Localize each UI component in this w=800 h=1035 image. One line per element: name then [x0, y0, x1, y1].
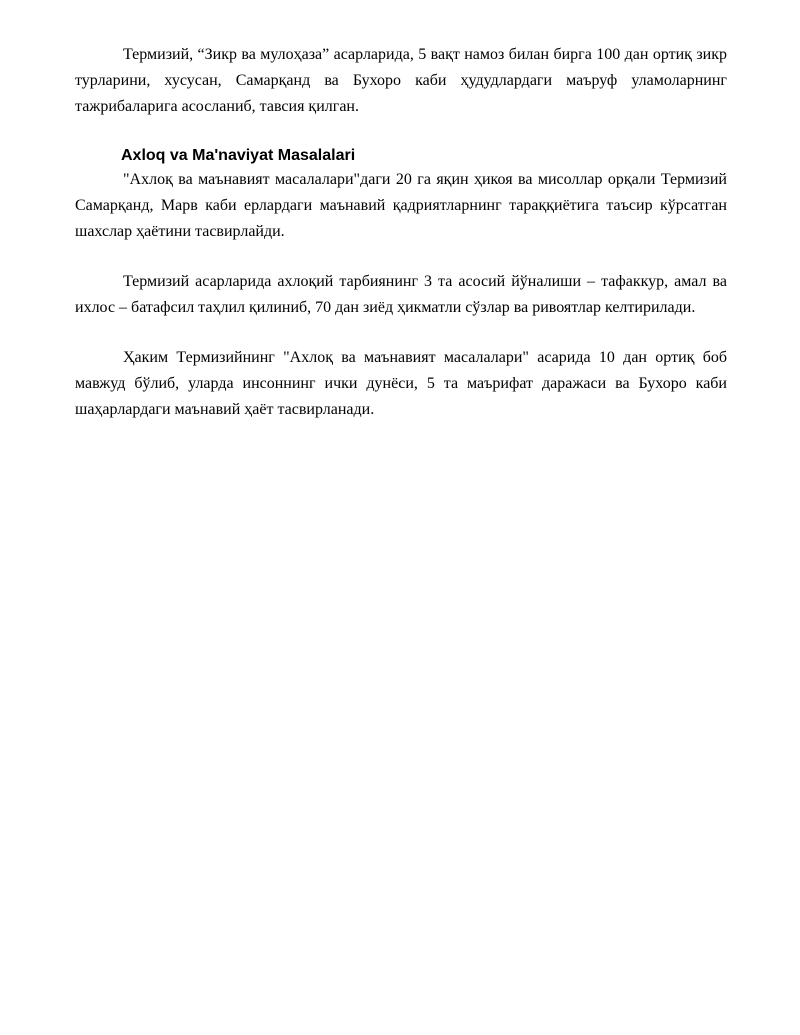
- section-heading: Axloq va Ma'naviyat Masalalari: [121, 147, 356, 164]
- paragraph-zikr: Термизий, “Зикр ва мулоҳаза” асарларида, 5 вақт намоз билан бирга 100 дан ортиқ зикр турларини, хусусан, Самарқанд ва Бухоро каби ҳудудлардаги маъруф уламоларнинг тажрибаларига асосланиб, тавсия қилган.: [75, 46, 727, 115]
- document-page: [75, 42, 727, 423]
- paragraph-spacer: [75, 120, 727, 145]
- paragraph-spacer: [75, 321, 727, 345]
- paragraph-moral-education: Термизий асарларида ахлоқий тарбиянинг 3 та асосий йўналиши – тафаккур, амал ва ихлос – батафсил таҳлил қилиниб, 70 дан зиёд ҳикматли сўзлар ва ривоятлар келтирилади.: [75, 273, 727, 316]
- paragraph-spacer: [75, 245, 727, 269]
- paragraph-stories: "Ахлоқ ва маънавият масалалари"даги 20 га яқин ҳикоя ва мисоллар орқали Термизий Самарқанд, Марв каби ерлардаги маънавий қадриятларнинг тараққиётига таъсир кўрсатган шахслар ҳаётини тасвирлайди.: [75, 171, 727, 240]
- paragraph-hakim-termizi: Ҳаким Термизийнинг "Ахлоқ ва маънавият масалалари" асарида 10 дан ортиқ боб мавжуд бўлиб, уларда инсоннинг ички дунёси, 5 та маърифат даражаси ва Бухоро каби шаҳарлардаги маънавий ҳаёт тасвирланади.: [75, 349, 727, 418]
